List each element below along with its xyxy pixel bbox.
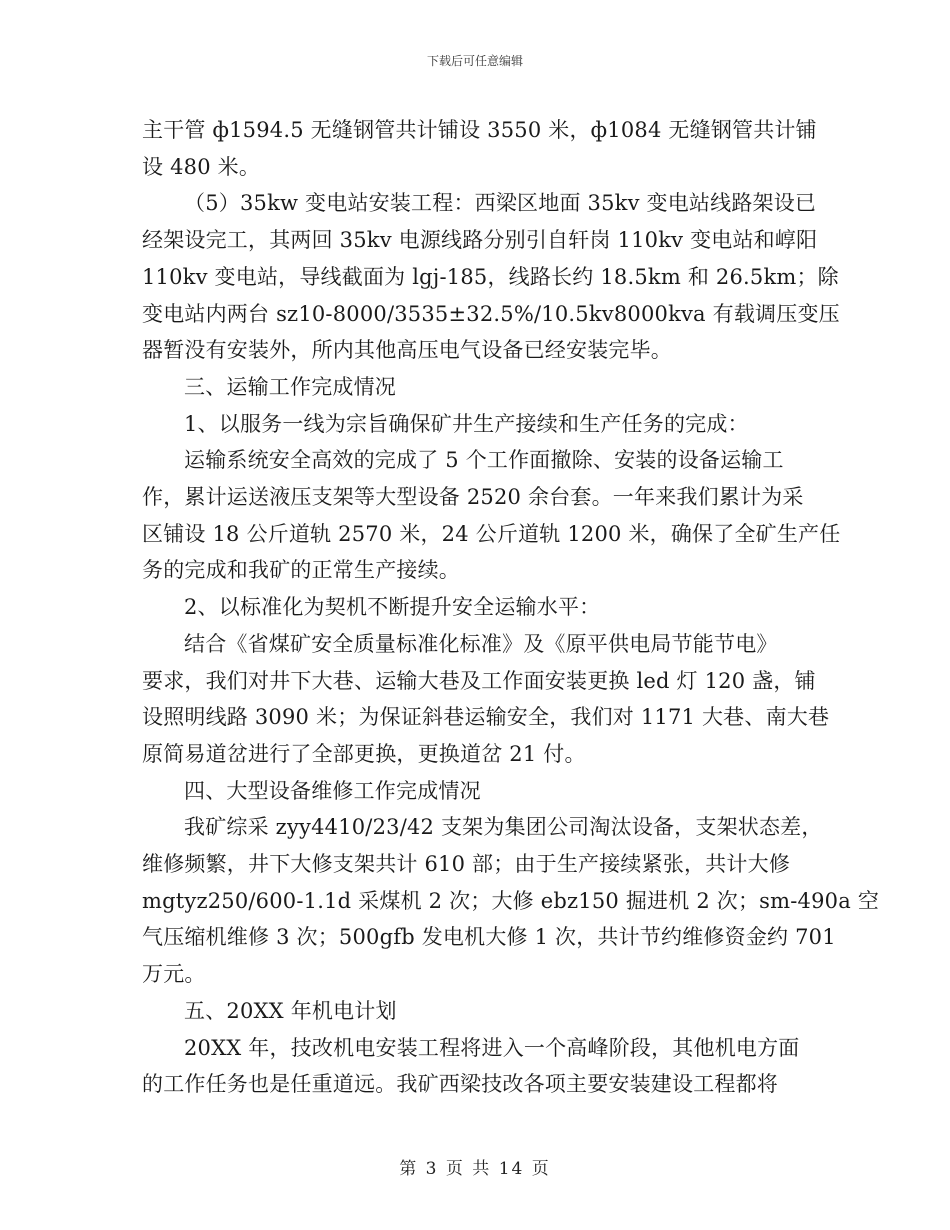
text-line: （5）35kw 变电站安装工程：西梁区地面 35kv 变电站线路架设已	[184, 191, 817, 216]
text-line: 要求，我们对井下大巷、运输大巷及工作面安装更换 led 灯 120 盏，铺	[142, 668, 816, 693]
text-line: 器暂没有安装外，所内其他高压电气设备已经安装完毕。	[142, 338, 672, 363]
text-line: 四、大型设备维修工作完成情况	[184, 778, 481, 803]
document-body	[142, 112, 880, 1103]
text-line: 我矿综采 zyy4410/23/42 支架为集团公司淘汰设备，支架状态差，	[184, 815, 823, 840]
text-line: 的工作任务也是任重道远。我矿西梁技改各项主要安装建设工程都将	[142, 1072, 778, 1097]
text-line: 气压缩机维修 3 次；500gfb 发电机大修 1 次，共计节约维修资金约 701	[142, 925, 836, 950]
text-line: 万元。	[142, 962, 206, 987]
text-line: 维修频繁，井下大修支架共计 610 部；由于生产接续紧张，共计大修	[142, 852, 791, 877]
text-line: 主干管 ф1594.5 无缝钢管共计铺设 3550 米，ф1084 无缝钢管共计铺	[142, 118, 817, 142]
text-line: 运输系统安全高效的完成了 5 个工作面撤除、安装的设备运输工	[184, 448, 784, 473]
text-line: 原简易道岔进行了全部更换，更换道岔 21 付。	[142, 741, 586, 766]
text-line: 1、以服务一线为宗旨确保矿井生产接续和生产任务的完成：	[184, 411, 749, 436]
text-line: 110kv 变电站，导线截面为 lgj-185，线路长约 18.5km 和 26.5km；除	[142, 264, 839, 289]
text-line: 20XX 年，技改机电安装工程将进入一个高峰阶段，其他机电方面	[184, 1035, 800, 1060]
text-line: 设照明线路 3090 米；为保证斜巷运输安全，我们对 1171 大巷、南大巷	[142, 705, 830, 730]
text-line: 务的完成和我矿的正常生产接续。	[142, 558, 460, 583]
text-line: mgtyz250/600-1.1d 采煤机 2 次；大修 ebz150 掘进机 2 次；sm-490a 空	[142, 888, 880, 913]
header-note: 下载后可任意编辑	[426, 54, 523, 68]
text-line: 变电站内两台 sz10-8000/3535±32.5%/10.5kv8000kva 有载调压变压	[142, 301, 840, 326]
page-number: 第 3 页 共 14 页	[399, 1159, 551, 1179]
text-line: 三、运输工作完成情况	[184, 374, 396, 399]
text-line: 设 480 米。	[142, 154, 261, 179]
text-line: 作，累计运送液压支架等大型设备 2520 余台套。一年来我们累计为采	[142, 485, 804, 510]
text-line: 经架设完工，其两回 35kv 电源线路分别引自轩岗 110kv 变电站和崞阳	[142, 228, 818, 253]
text-line: 五、20XX 年机电计划	[184, 998, 397, 1023]
text-line: 区铺设 18 公斤道轨 2570 米，24 公斤道轨 1200 米，确保了全矿生产任	[142, 521, 841, 546]
text-line: 结合《省煤矿安全质量标准化标准》及《原平供电局节能节电》	[184, 631, 778, 656]
text-line: 2、以标准化为契机不断提升安全运输水平：	[184, 595, 601, 620]
